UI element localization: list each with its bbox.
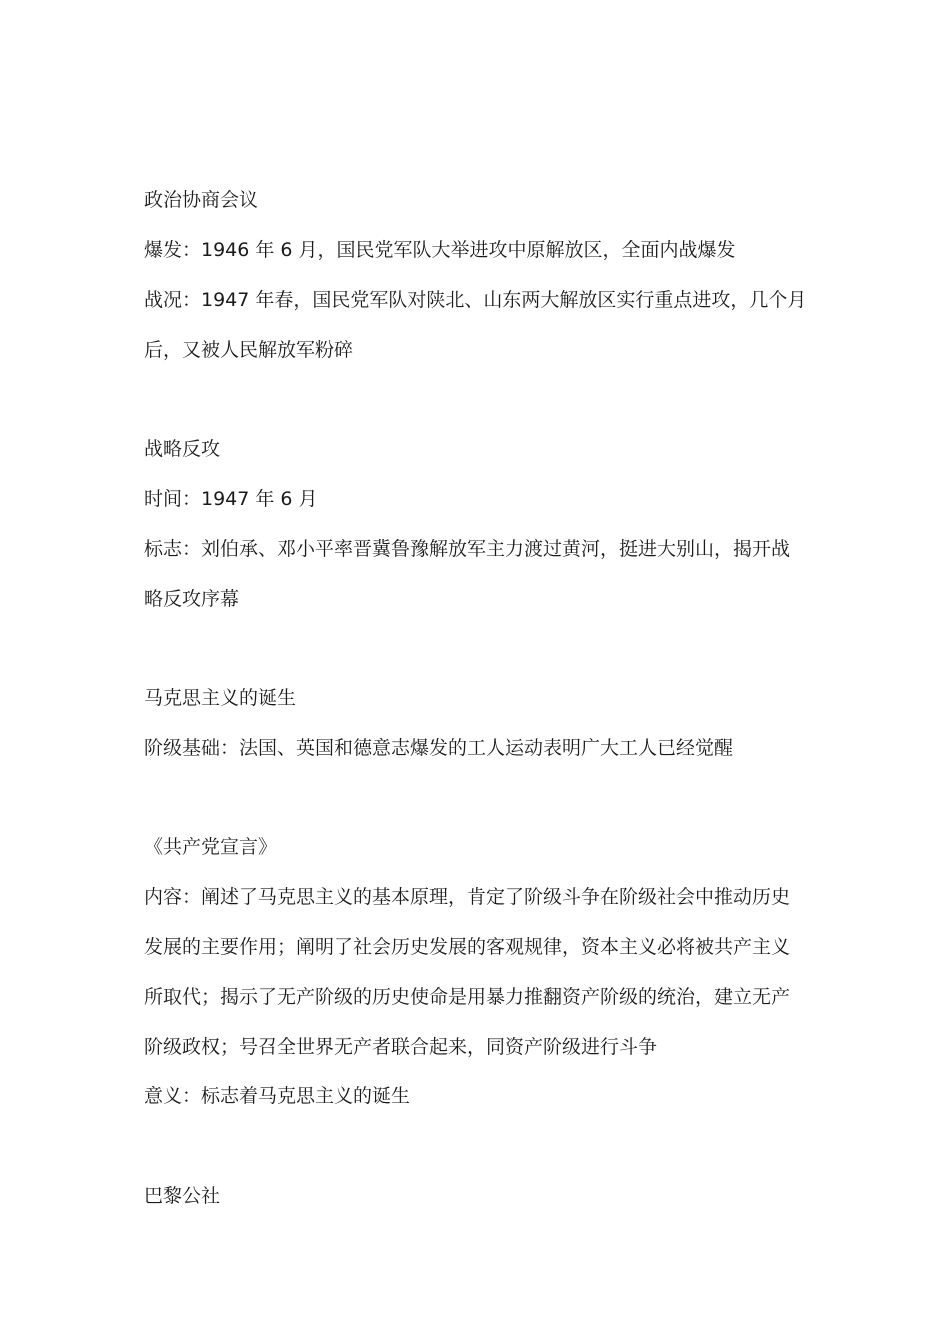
heading-birth-of-marxism: 马克思主义的诞生 [144, 687, 297, 709]
heading-paris-commune: 巴黎公社 [144, 1185, 221, 1207]
text-content-3: 所取代；揭示了无产阶级的历史使命是用暴力推翻资产阶级的统治，建立无产 [144, 986, 791, 1008]
heading-communist-manifesto: 《共产党宣言》 [144, 836, 278, 858]
text-sign-cont: 略反攻序幕 [144, 588, 240, 610]
text-content-4: 阶级政权；号召全世界无产者联合起来，同资产阶级进行斗争 [144, 1036, 658, 1058]
text-content-2: 发展的主要作用；阐明了社会历史发展的客观规律，资本主义必将被共产主义 [144, 936, 791, 958]
heading-political-consultative-conference: 政治协商会议 [144, 189, 259, 211]
text-time: 时间：1947 年 6 月 [144, 488, 318, 510]
text-significance: 意义：标志着马克思主义的诞生 [144, 1085, 411, 1107]
heading-strategic-counteroffensive: 战略反攻 [144, 438, 221, 460]
text-class-basis: 阶级基础：法国、英国和德意志爆发的工人运动表明广大工人已经觉醒 [144, 737, 734, 759]
text-battle-situation: 战况：1947 年春，国民党军队对陕北、山东两大解放区实行重点进攻，几个月 [144, 289, 807, 311]
text-battle-situation-cont: 后，又被人民解放军粉碎 [144, 339, 354, 361]
text-sign: 标志：刘伯承、邓小平率晋冀鲁豫解放军主力渡过黄河，挺进大别山，揭开战 [144, 538, 791, 560]
text-outbreak: 爆发：1946 年 6 月，国民党军队大举进攻中原解放区，全面内战爆发 [144, 239, 736, 261]
text-content-1: 内容：阐述了马克思主义的基本原理，肯定了阶级斗争在阶级社会中推动历史 [144, 886, 791, 908]
